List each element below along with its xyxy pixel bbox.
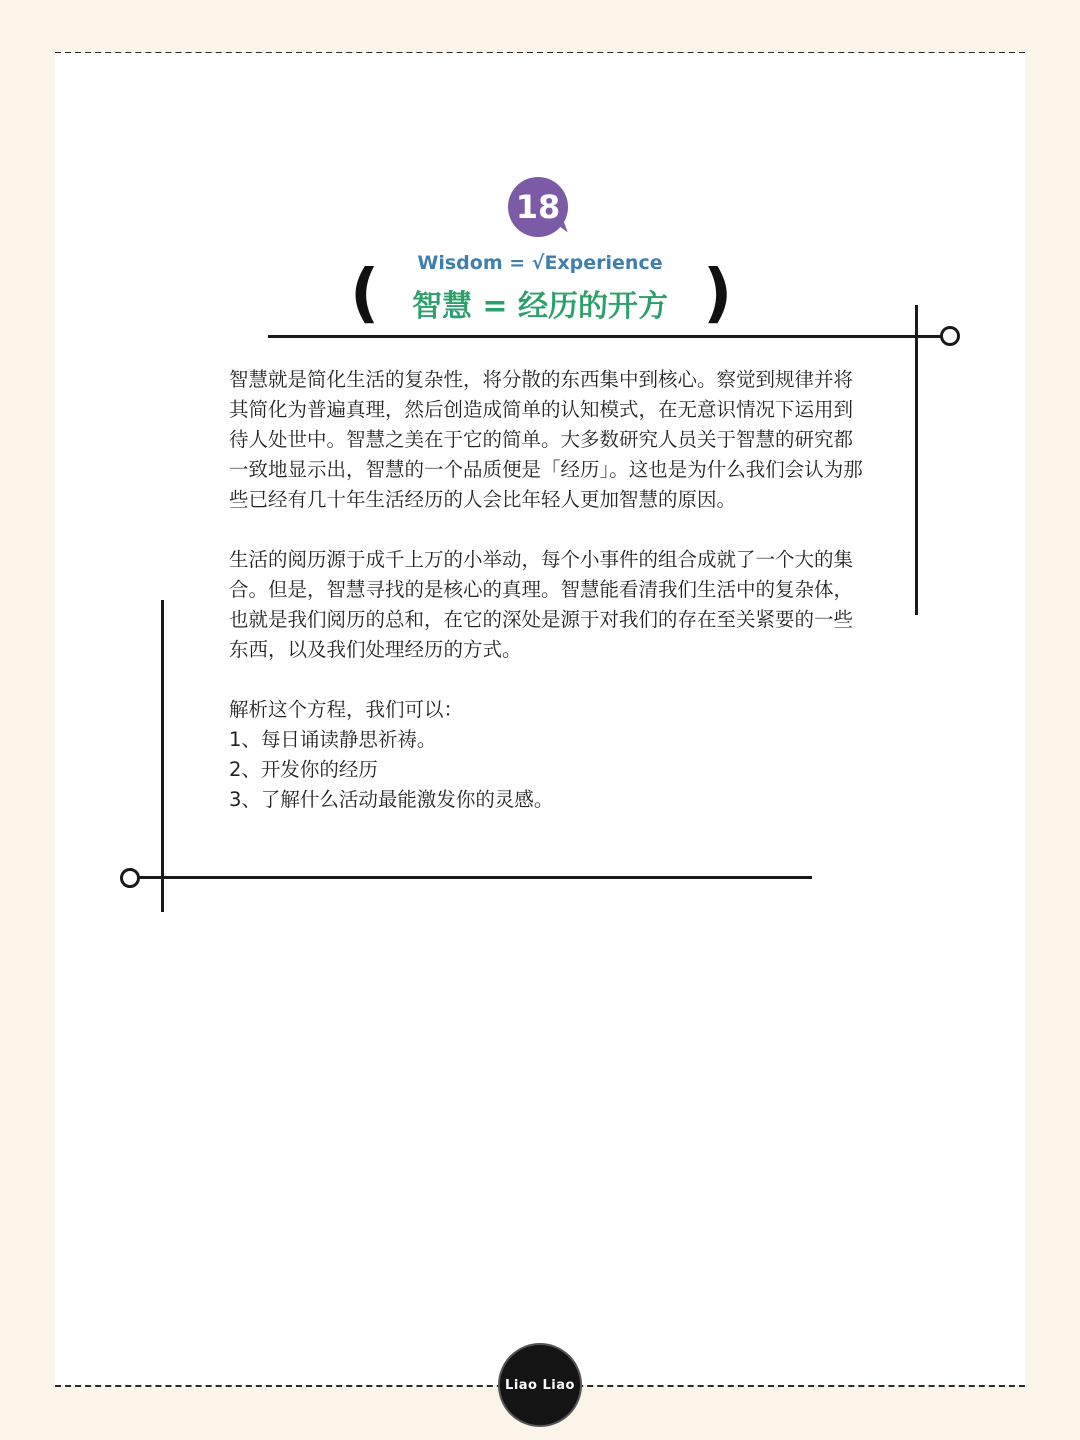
list-item: 1、每日诵读静思祈祷。 <box>229 728 437 751</box>
left-vertical-rule <box>161 600 164 912</box>
number-badge <box>508 177 572 241</box>
right-parenthesis: ) <box>703 257 733 331</box>
list-intro: 解析这个方程，我们可以： <box>229 698 464 721</box>
list-item: 2、开发你的经历 <box>229 758 378 781</box>
paragraph-2: 生活的阅历源于成千上万的小举动，每个小事件的组合成就了一个大的集合。但是，智慧寻找的是核心的真理。智慧能看清我们生活中的复杂体，也就是我们阅历的总和，在它的深处是源于对我们的存在至关紧要的一些东西，以及我们处理经历的方式。 <box>229 548 854 661</box>
article-body <box>229 365 869 815</box>
left-parenthesis: ( <box>350 257 380 331</box>
formula-subtitle: Wisdom = √Experience <box>417 252 663 274</box>
paragraph-1: 智慧就是简化生活的复杂性，将分散的东西集中到核心。察觉到规律并将其简化为普遍真理，然后创造成简单的认知模式，在无意识情况下运用到待人处世中。智慧之美在于它的简单。大多数研究人员关于智慧的研究都一致地显示出，智慧的一个品质便是「经历」。这也是为什么我们会认为那些已经有几十年生活经历的人会比年轻人更加智慧的原因。 <box>229 368 863 511</box>
top-horizontal-rule <box>268 335 944 338</box>
brand-logo-text: Liao Liao <box>505 1377 575 1393</box>
right-vertical-rule <box>915 305 918 615</box>
brand-logo <box>498 1343 582 1427</box>
bottom-left-circle-ornament <box>120 868 140 888</box>
badge-number: 18 <box>515 188 561 226</box>
bottom-horizontal-rule <box>136 876 812 879</box>
top-right-circle-ornament <box>940 326 960 346</box>
list-item: 3、了解什么活动最能激发你的灵感。 <box>229 788 554 811</box>
page-title: 智慧 = 经历的开方 <box>411 289 669 324</box>
